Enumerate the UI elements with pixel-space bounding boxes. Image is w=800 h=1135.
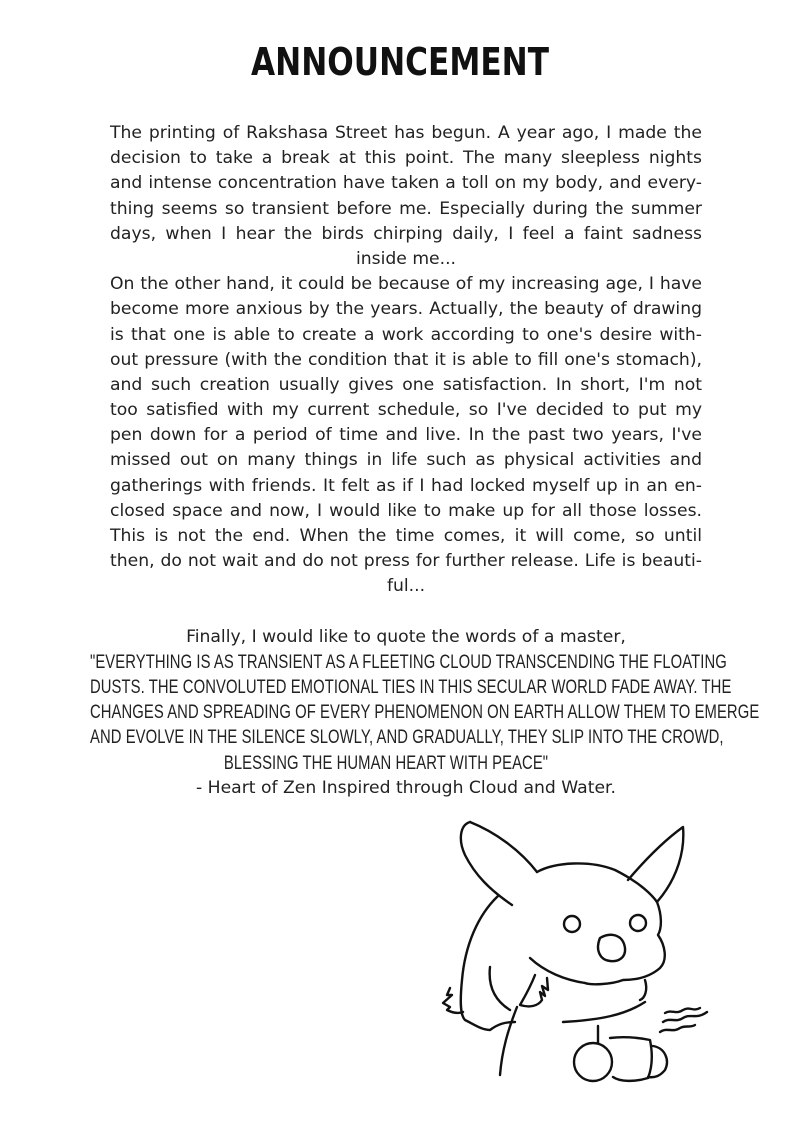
- text-line: is that one is able to create a work according to one's desire with-: [110, 324, 702, 345]
- text-line: too satisfied with my current schedule, so I've decided to put my: [110, 400, 702, 421]
- quote-line: DUSTS. THE CONVOLUTED EMOTIONAL TIES IN THIS SECULAR WORLD FADE AWAY. THE: [90, 676, 732, 698]
- text-line: gatherings with friends. It felt as if I had locked myself up in an en-: [110, 475, 702, 496]
- text-line: days, when I hear the birds chirping daily, I feel a faint sadness: [110, 223, 702, 244]
- mug: [610, 1037, 652, 1081]
- text-line: closed space and now, I would like to make up for all those losses.: [110, 500, 702, 521]
- arm-left: [490, 967, 510, 1010]
- text-line: become more anxious by the years. Actually, the beauty of drawing: [110, 299, 702, 320]
- right-ear: [628, 827, 683, 902]
- paragraph-1: [110, 121, 702, 272]
- left-ear: [461, 822, 512, 905]
- steam-3: [660, 1025, 695, 1032]
- text-line: ful...: [386, 576, 426, 597]
- steam-1: [665, 1008, 700, 1013]
- page-title: ANNOUNCEMENT: [251, 40, 549, 84]
- body-left: [461, 896, 515, 1030]
- quote-line: CHANGES AND SPREADING OF EVERY PHENOMENON ON EARTH ALLOW THEM TO EMERGE: [90, 702, 760, 724]
- quote-line: "EVERYTHING IS AS TRANSIENT AS A FLEETING CLOUD TRANSCENDING THE FLOATING: [90, 651, 727, 673]
- steam-2: [663, 1012, 707, 1022]
- text-line: This is not the end. When the time comes, it will come, so until: [110, 526, 702, 546]
- text-line: inside me...: [355, 248, 457, 269]
- text-line: pen down for a period of time and live. In the past two years, I've: [110, 425, 702, 446]
- mascot-drawing-icon: [420, 810, 720, 1130]
- paw: [574, 1043, 612, 1081]
- announcement-body: [90, 121, 760, 801]
- text-line: missed out on many things in life such as physical activities and: [110, 450, 702, 471]
- spacer: [110, 600, 702, 625]
- text-line: and intense concentration have taken a toll on my body, and every-: [110, 173, 702, 194]
- text-line: thing seems so transient before me. Especially during the summer: [110, 198, 702, 219]
- quote-intro: Finally, I would like to quote the words of a master,: [186, 626, 626, 647]
- quote-line: BLESSING THE HUMAN HEART WITH PEACE": [223, 752, 549, 774]
- text-line: decision to take a break at this point. The many sleepless nights: [110, 148, 702, 169]
- paragraph-2: [110, 272, 702, 599]
- text-line: The printing of Rakshasa Street has begun. A year ago, I made the: [110, 123, 702, 143]
- cheek-left: [530, 958, 585, 983]
- right-eye: [630, 915, 646, 931]
- text-line: and such creation usually gives one satisfaction. In short, I'm not: [110, 374, 702, 395]
- quote-attribution: - Heart of Zen Inspired through Cloud and Water.: [196, 777, 616, 798]
- body-lower: [500, 1007, 517, 1075]
- text-line: out pressure (with the condition that it is able to fill one's stomach),: [110, 349, 702, 370]
- nose: [598, 935, 625, 961]
- master-quote: [90, 650, 760, 776]
- belly: [563, 1002, 645, 1022]
- text-line: On the other hand, it could be because of my increasing age, I have: [110, 274, 702, 295]
- quote-line: AND EVOLVE IN THE SILENCE SLOWLY, AND GRADUALLY, THEY SLIP INTO THE CROWD,: [90, 727, 724, 749]
- text-line: then, do not wait and do not press for further release. Life is beauti-: [110, 551, 702, 572]
- left-ear-back: [470, 822, 537, 872]
- fur-tuft: [520, 975, 548, 1006]
- left-eye: [564, 916, 580, 932]
- chin: [640, 980, 646, 1000]
